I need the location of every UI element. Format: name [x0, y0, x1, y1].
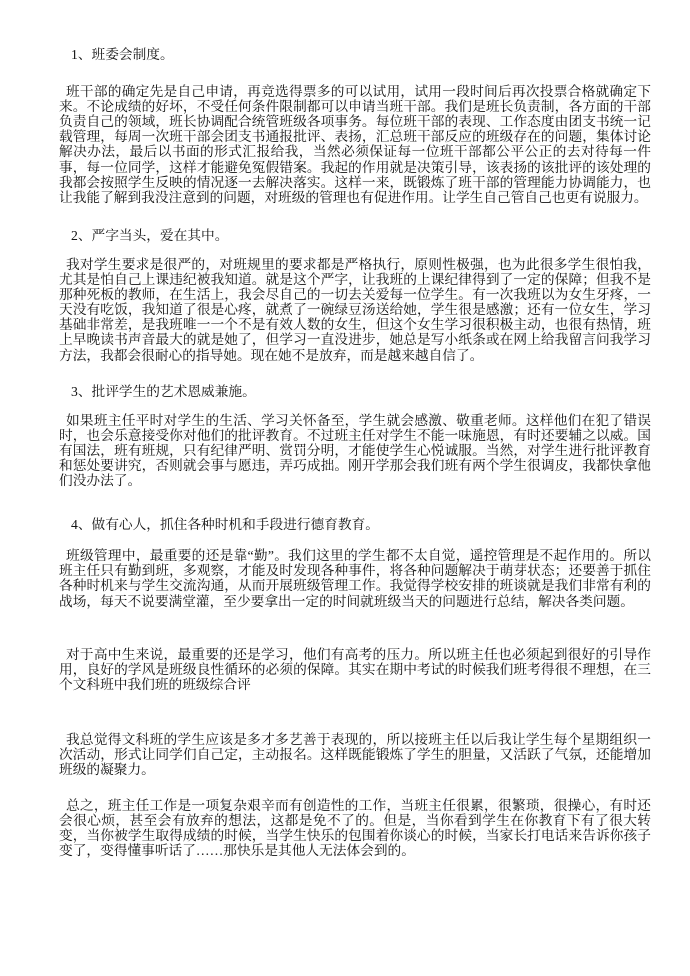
- conclusion-paragraph: 总之，班主任工作是一项复杂艰辛而有创造性的工作，当班主任很累，很繁琐，很操心，有时还会很心烦，甚至会有放弃的想法，这都是免不了的。但是，当你看到学生在你教育下有了很大转变，当你被学生取得成绩的时候，当学生快乐的包围着你谈心的时候，当家长打电话来告诉你孩子变了，变得懂事听话了……那快乐是其他人无法体会到的。: [59, 798, 651, 859]
- section-heading-1: 1、班委会制度。: [71, 47, 174, 62]
- class-activity-paragraph: 我总觉得文科班的学生应该是多才多艺善于表现的，所以接班主任以后我让学生每个星期组织一次活动，形式让同学们自己定，主动报名。这样既能锻炼了学生的胆量，又活跃了气氛，还能增加班级的凝聚力。: [59, 731, 651, 778]
- section-heading-3: 3、批评学生的艺术恩威兼施。: [71, 383, 256, 399]
- section-1-paragraph: 班干部的确定先是自己申请，再竞选得票多的可以试用，试用一段时间后再次投票合格就确定下来。不论成绩的好坏，不受任何条件限制都可以申请当班干部。我们是班长负责制，各方面的干部负责自己的领域，班长协调配合统管班级各项事务。每位班干部的表现、工作态度由团支书统一记载管理，每周一次班干部会团支书通报批评、表扬，汇总班干部反应的班级存在的问题，集体讨论解决办法，最后以书面的形式汇报给我，当然必须保证每一位班干部都公平公正的去对待每一件事，每一位同学，这样才能避免冤假错案。我起的作用就是决策引导，该表扬的该批评的该处理的我都会按照学生反映的情况逐一去解决落实。这样一来，既锻炼了班干部的管理能力协调能力，也让我能了解到我没注意到的问题，对班级的管理也有促进作用。让学生自己管自己也更有说服力。: [59, 84, 651, 205]
- section-2-paragraph: 我对学生要求是很严的，对班规里的要求都是严格执行，原则性极强，也为此很多学生很怕我，尤其是怕自己上课违纪被我知道。就是这个严字，让我班的上课纪律得到了一定的保障；但我不是那种死板的教师，在生活上，我会尽自己的一切去关爱每一位学生。有一次我班以为女生牙疼，一天没有吃饭，我知道了很是心疼，就煮了一碗绿豆汤送给她，学生很是感激；还有一位女生，学习基础非常差，是我班唯一一个不是有效人数的女生，但这个女生学习很积极主动，也很有热情，班上早晚读书声音最大的就是她了，但学习一直没进步，她总是写小纸条或在网上给我留言问我学习方法，我都会很耐心的指导她。现在她不是放弃，而是越来越自信了。: [59, 256, 651, 363]
- section-4-paragraph: 班级管理中，最重要的还是靠“勤”。我们这里的学生都不太自觉，遥控管理是不起作用的。所以班主任只有勤到班，多观察，才能及时发现各种事件，将各种问题解决于萌芽状态；还要善于抓住各种时机来与学生交流沟通，从而开展班级管理工作。我觉得学校安排的班谈就是我们非常有利的战场，每天不说要满堂灌，至少要拿出一定的时间就班级当天的问题进行总结，解决各类问题。: [59, 548, 651, 609]
- document-content: [59, 0, 651, 859]
- section-heading-2: 2、严字当头，爱在其中。: [71, 227, 229, 243]
- section-3-paragraph: 如果班主任平时对学生的生活、学习关怀备至，学生就会感激、敬重老师。这样他们在犯了错误时，也会乐意接受你对他们的批评教育。不过班主任对学生不能一味施恩，有时还要辅之以威。国有国法，班有班规，只有纪律严明、赏罚分明，才能使学生心悦诚服。当然，对学生进行批评教育和惩处要讲究，否则就会事与愿违，弄巧成拙。刚开学那会我们班有两个学生很调皮，我都快拿他们没办法了。: [59, 412, 651, 489]
- study-guidance-paragraph: 对于高中生来说，最重要的还是学习，他们有高考的压力。所以班主任也必须起到很好的引导作用，良好的学风是班级良性循环的必须的保障。其实在期中考试的时候我们班考得很不理想，在三个文科班中我们班的班级综合评: [59, 646, 651, 692]
- section-heading-4: 4、做有心人，抓住各种时机和手段进行德育教育。: [71, 517, 379, 533]
